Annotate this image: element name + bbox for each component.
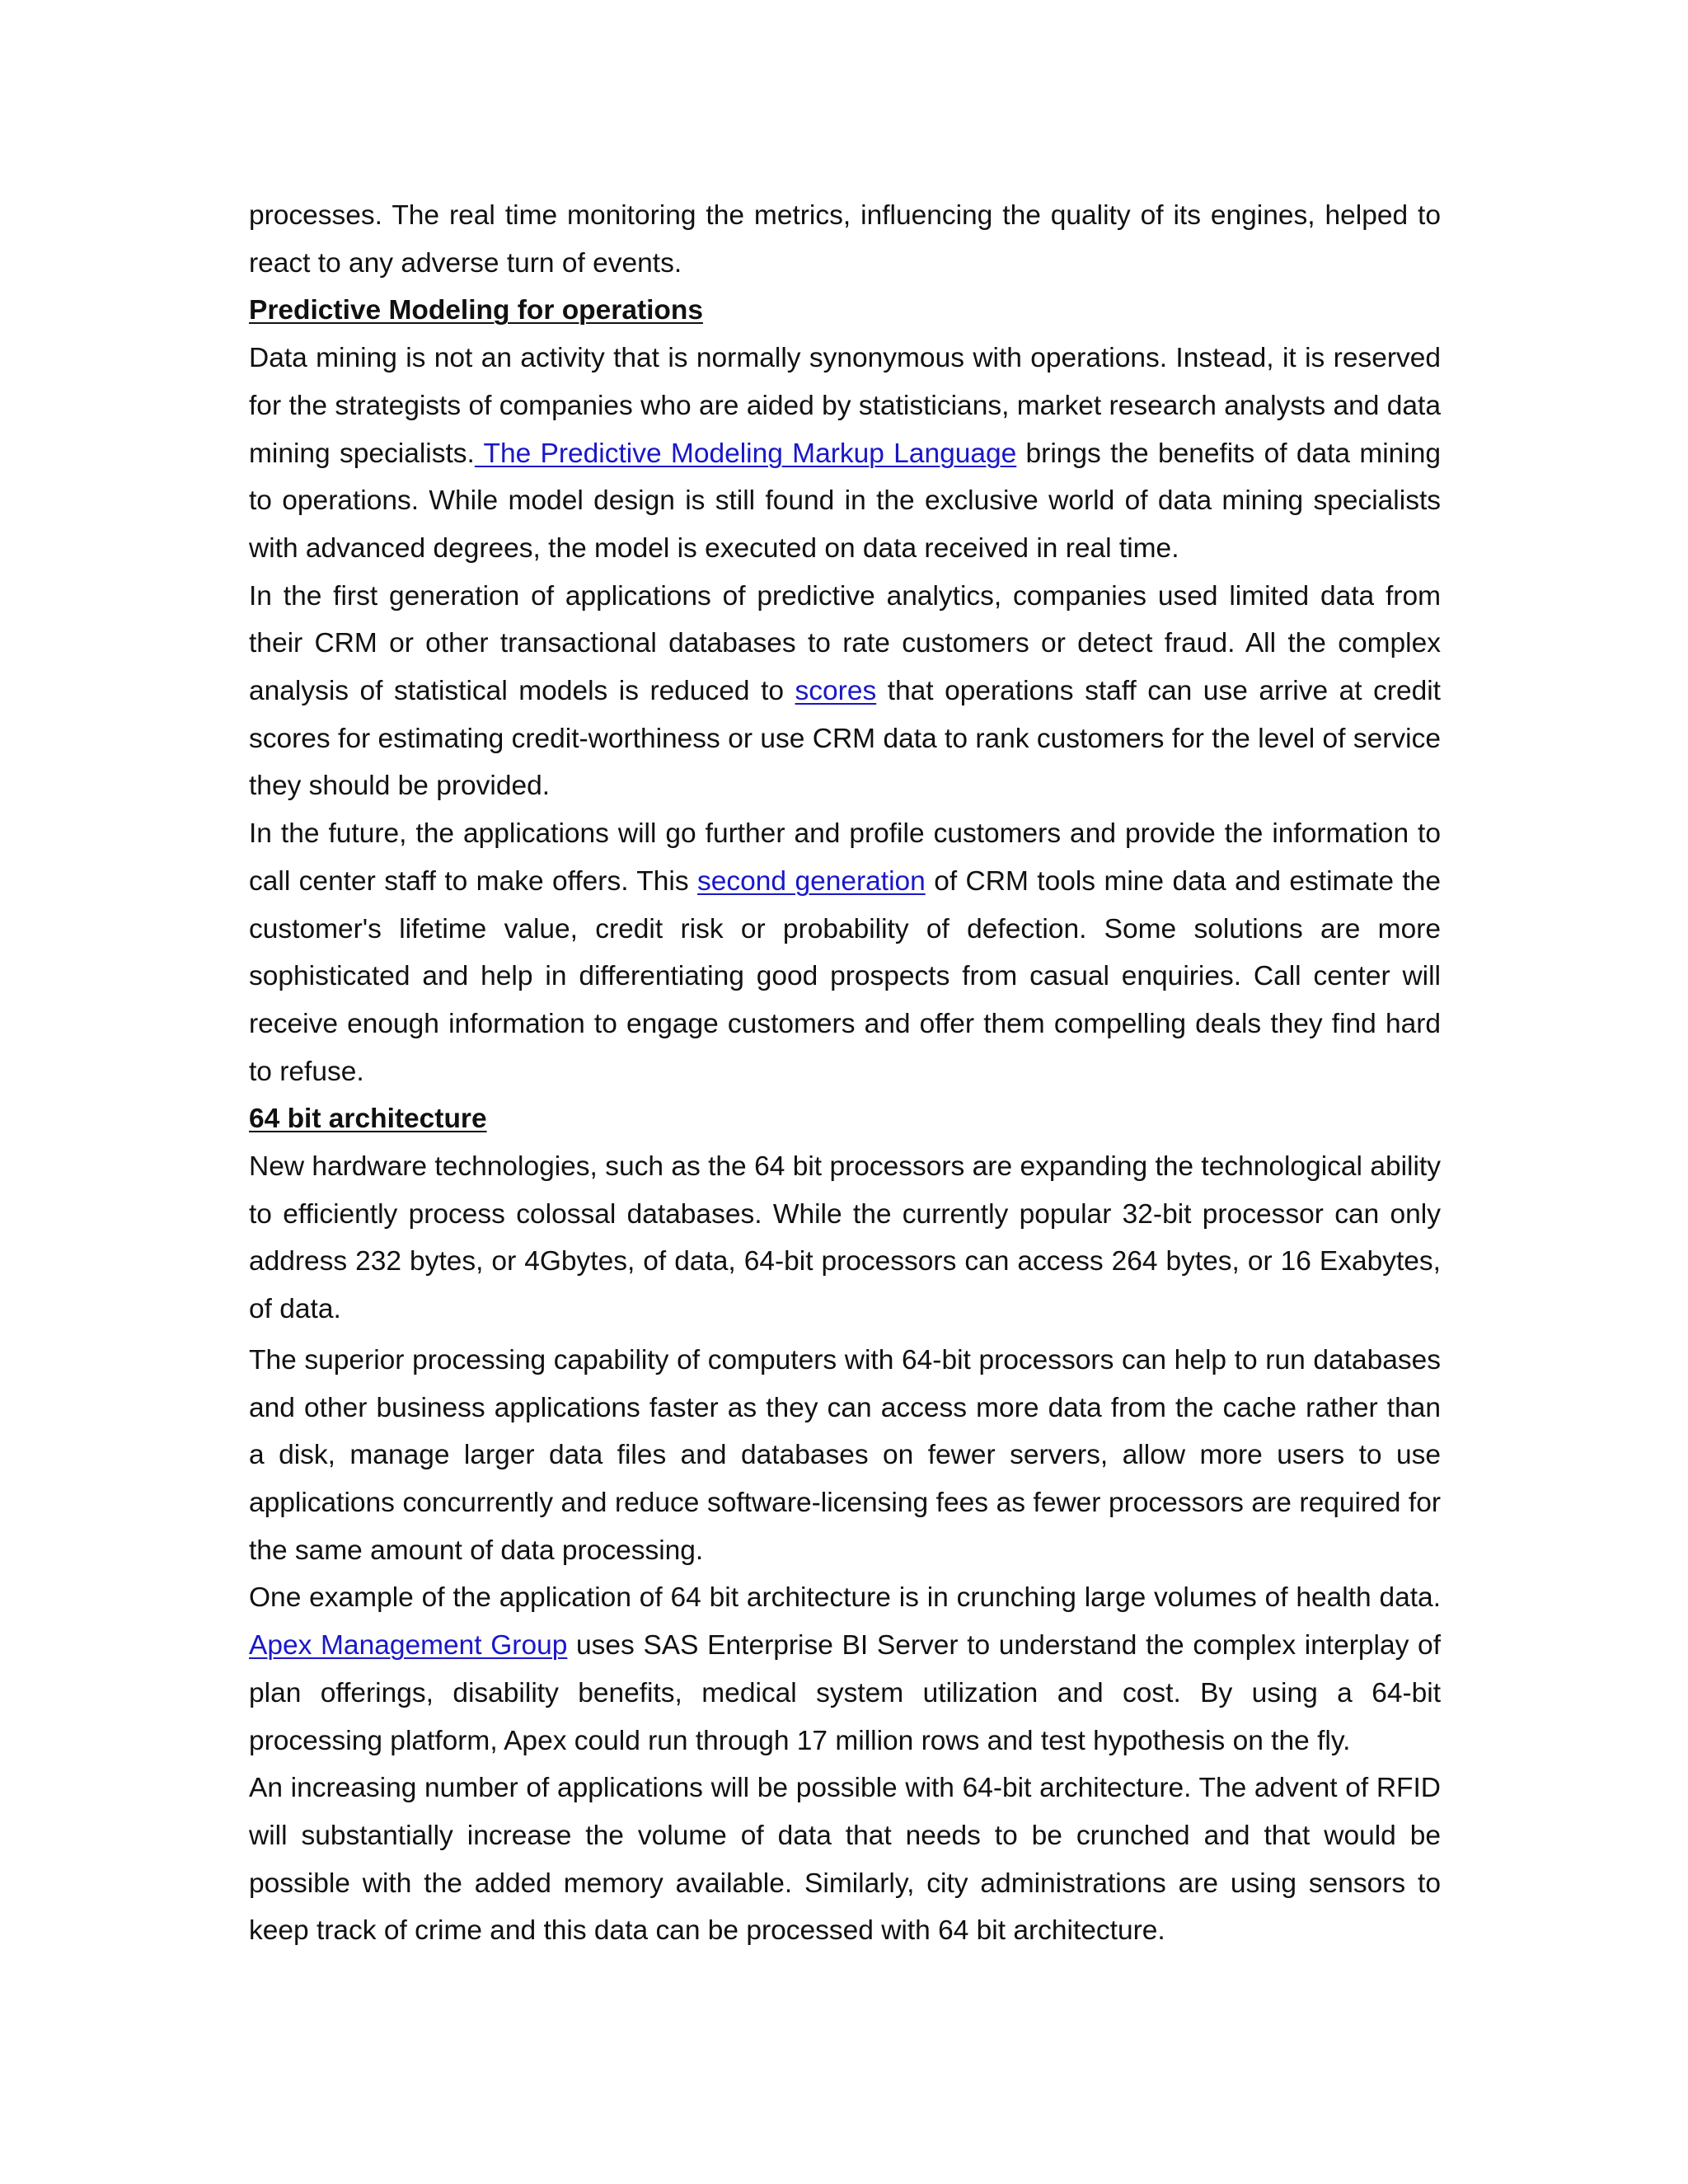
hardware-paragraph: New hardware technologies, such as the 64 bit processors are expanding the technological ability to efficiently process colossal databases. While the currently popular 32-bit processor can only address 232 bytes, or 4Gbytes, of data, 64-bit processors can access 264 bytes, or 16 Exabytes, of data. [249, 1151, 1441, 1325]
heading-64-bit-architecture: 64 bit architecture [249, 1104, 487, 1135]
future-text-after: of CRM tools mine data and estimate the customer's lifetime value, credit risk or probability of defection. Some solutions are more sophisticated and help in differentiating good prospects from casual enquiries. Call center will receive enough information to engage customers and offer them compelling deals they find hard to refuse. [249, 865, 1441, 1087]
pmml-link[interactable]: The Predictive Modeling Markup Language [474, 438, 1017, 469]
superior-processing-paragraph: The superior processing capability of computers with 64-bit processors can help to run databases and other business applications faster as they can access more data from the cache rather than a disk, manage larger data files and databases on fewer servers, allow more users to use applications concurrently and reduce software-licensing fees as fewer processors are required for the same amount of data processing. [249, 1344, 1441, 1566]
data-mining-paragraph [249, 335, 1441, 573]
example-text-before: One example of the application of 64 bit architecture is in crunching large volumes of health data. [249, 1582, 1441, 1614]
first-generation-text-after: that operations staff can use arrive at credit scores for estimating credit-worthiness or use CRM data to rank customers for the level of service they should be provided. [249, 676, 1441, 802]
data-mining-text-before: Data mining is not an activity that is normally synonymous with operations. Instead, it is reserved for the strategists of companies who are aided by statisticians, market research analysts and data mining specialists. [249, 343, 1441, 469]
first-generation-text-before: In the first generation of applications of predictive analytics, companies used limited data from their CRM or other transactional databases to rate customers or detect fraud. All the complex analysis of statistical models is reduced to [249, 580, 1441, 707]
document-body [249, 192, 1441, 1955]
future-text-before: In the future, the applications will go further and profile customers and provide the information to call center staff to make offers. This [249, 818, 1441, 897]
example-text-after: uses SAS Enterprise BI Server to understand the complex interplay of plan offerings, disability benefits, medical system utilization and cost. By using a 64-bit processing platform, Apex could run through 17 million rows and test hypothesis on the fly. [249, 1630, 1441, 1756]
intro-paragraph: processes. The real time monitoring the metrics, influencing the quality of its engines, helped to react to any adverse turn of events. [249, 200, 1441, 279]
increasing-applications-paragraph: An increasing number of applications will be possible with 64-bit architecture. The advent of RFID will substantially increase the volume of data that needs to be crunched and that would be possible with the added memory available. Similarly, city administrations are using sensors to keep track of crime and this data can be processed with 64 bit architecture. [249, 1773, 1441, 1947]
second-generation-link[interactable]: second generation [697, 865, 926, 897]
heading-predictive-modeling: Predictive Modeling for operations [249, 295, 703, 326]
scores-link[interactable]: scores [795, 676, 877, 707]
example-paragraph [249, 1574, 1441, 1765]
apex-management-group-link[interactable]: Apex Management Group [249, 1630, 568, 1661]
data-mining-text-after: brings the benefits of data mining to operations. While model design is still found in the exclusive world of data mining specialists with advanced degrees, the model is executed on data received in real time. [249, 438, 1441, 564]
future-paragraph [249, 810, 1441, 1095]
first-generation-paragraph [249, 573, 1441, 811]
